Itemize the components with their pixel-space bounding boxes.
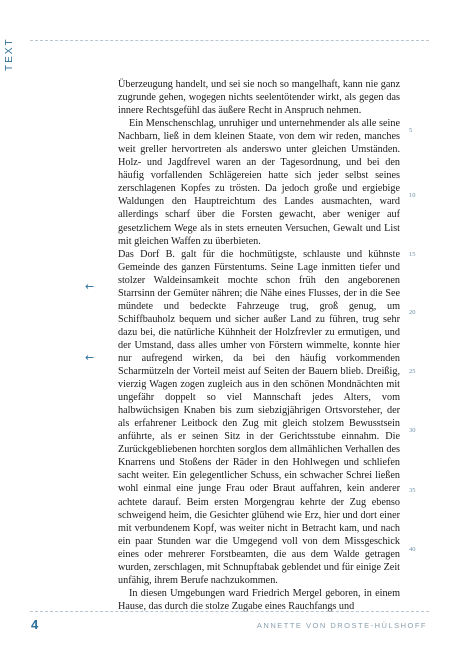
- page-number: 4: [31, 617, 39, 632]
- running-footer-author: ANNETTE VON DROSTE-HÜLSHOFF: [256, 621, 427, 630]
- line-number: 5: [409, 127, 413, 134]
- line-number: 25: [409, 368, 416, 375]
- bottom-divider: [30, 611, 429, 612]
- left-arrow-icon: ←: [85, 351, 95, 364]
- paragraph: In diesen Umgebungen ward Friedrich Mergel geboren, in einem Hause, das durch die stolze Zugabe eines Rauchfangs und: [118, 587, 400, 612]
- line-number: 15: [409, 251, 416, 258]
- line-number: 40: [409, 546, 416, 553]
- paragraph: Das Dorf B. galt für die hochmütigste, schlauste und kühnste Gemeinde des ganzen Fürstentums. Seine Lage inmitten tiefer und stolzer Waldeinsamkeit mochte schon früh den angeborenen Starrsinn der Gemüter nähren; die Nähe eines Flusses, der in die See mündete und bedeckte Fahrzeuge trug, groß genug, um Schiffbauholz bequem und sicher außer Land zu führen, trug sehr dazu bei, die natürliche Kühnheit der Holzfrevler zu ermutigen, und der Umstand, dass alles umher von Förstern wimmelte, konnte hier nur aufregend wirken, da bei den häufig vorkommenden Scharmützeln der Vorteil meist auf Seiten der Bauern blieb. Dreißig, vierzig Wagen zogen zugleich aus in den schönen Mondnächten mit ungefähr doppelt so viel Mannschaft jedes Alters, vom halbwüchsigen Knaben bis zum siebzigjährigen Ortsvorsteher, der als erfahrener Leitbock den Zug mit gleich stolzem Bewusstsein anführte, als er seinen Sitz in der Gerichtsstube einnahm. Die Zurückgebliebenen horchten sorglos dem allmählichen Verhallen des Knarrens und Stoßens der Räder in den Hohlwegen und schliefen sacht weiter. Ein gelegentlicher Schuss, ein schwacher Schrei ließen wohl einmal eine junge Frau oder Braut auffahren, kein anderer achtete darauf. Beim ersten Morgengrau kehrte der Zug ebenso schweigend heim, die Gesichter glühend wie Erz, hier und dort einer mit verbundenem Kopf, was weiter nicht in Betracht kam, und nach ein paar Stunden war die Umgegend voll von dem Missgeschick eines oder mehrerer Forstbeamten, die aus dem Walde getragen wurden, zerschlagen, mit Schnupftabak geblendet und für einige Zeit unfähig, ihrem Berufe nachzukommen.: [118, 248, 400, 586]
- line-number: 35: [409, 487, 416, 494]
- paragraph: Ein Menschenschlag, unruhiger und unternehmender als alle seine Nachbarn, ließ in dem kleinen Staate, von dem wir reden, manches weit greller hervortreten als anderswo unter gleichen Umständen. Holz- und Jagdfrevel waren an der Tagesordnung, und bei den häufig vorfallenden Schlägereien hatte sich jeder selbst seines zerschlagenen Kopfes zu trösten. Da jedoch große und ergiebige Waldungen den Hauptreichtum des Landes ausmachten, ward allerdings scharf über die Forsten gewacht, aber weniger auf gesetzlichem Wege als in stets erneuten Versuchen, Gewalt und List mit gleichen Waffen zu überbieten.: [118, 118, 400, 247]
- line-number: 20: [409, 309, 416, 316]
- paragraph: Überzeugung handelt, und sei sie noch so mangelhaft, kann nie ganz zugrunde gehen, wogegen nichts seelentötender wirkt, als gegen das innere Rechtsgefühl das äußere Recht in Anspruch nehmen.: [118, 79, 400, 117]
- top-divider: [30, 40, 429, 41]
- line-number: 30: [409, 427, 416, 434]
- left-arrow-icon: ←: [85, 280, 95, 293]
- line-number: 10: [409, 192, 416, 199]
- main-text: [118, 78, 400, 613]
- section-label: TEXT: [4, 37, 15, 71]
